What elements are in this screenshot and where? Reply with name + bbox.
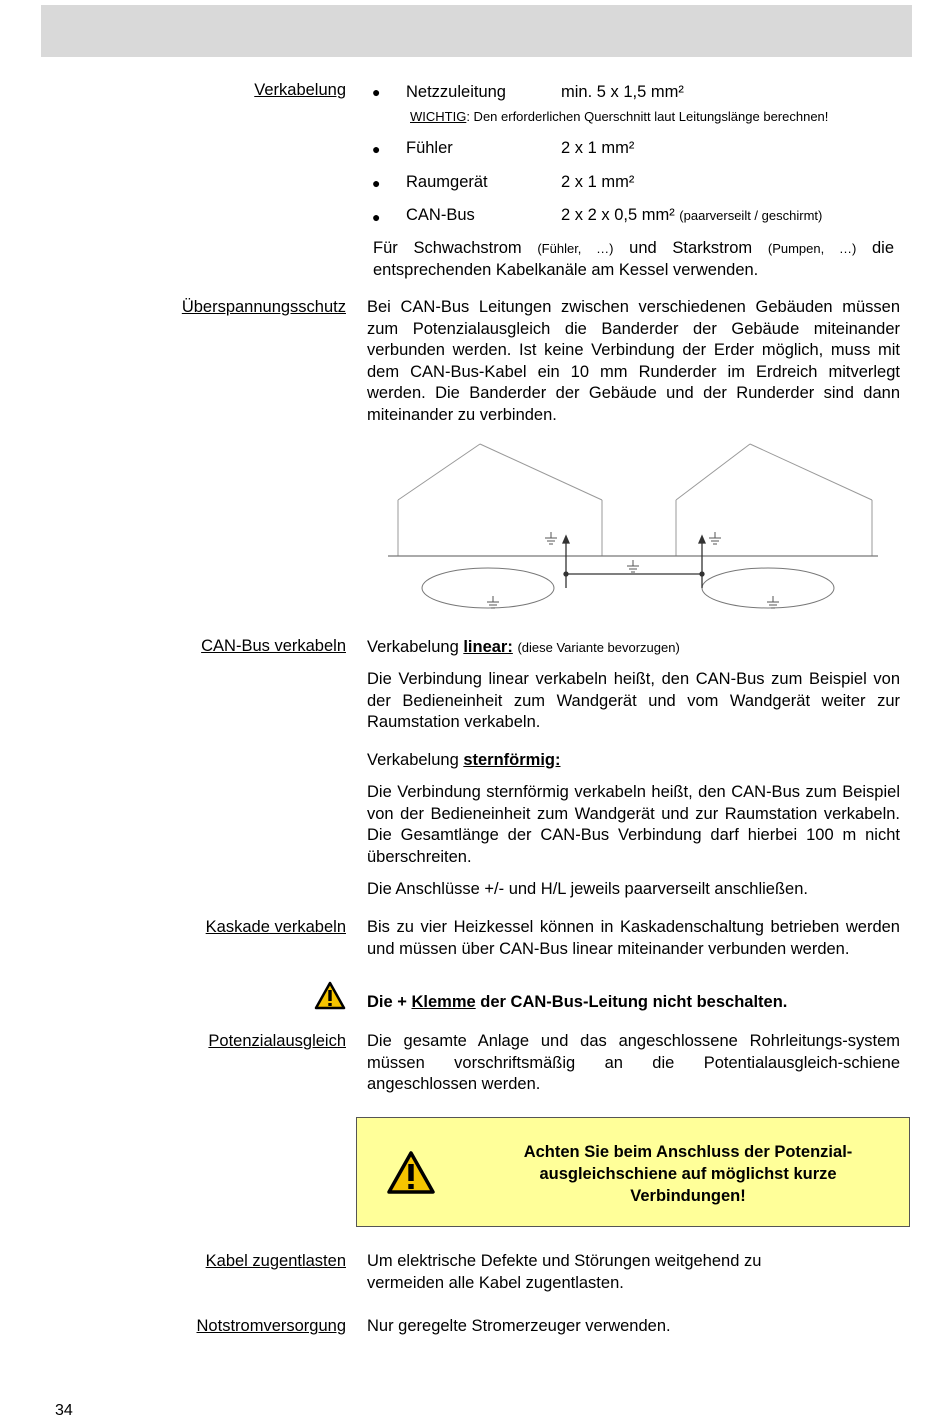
- item-name-netzzuleitung: Netzzuleitung: [406, 83, 506, 101]
- verkabelung-text: [373, 238, 894, 281]
- section-label-canbus: CAN-Bus verkabeln: [201, 637, 346, 655]
- text-starkstrom: und Starkstrom: [629, 239, 753, 257]
- section-label-potenzial: Potenzialausgleich: [208, 1032, 346, 1050]
- ground-symbol-5: [767, 596, 779, 608]
- item-value-raumgeraet: 2 x 1 mm²: [561, 173, 635, 191]
- arrow-left: [563, 536, 569, 543]
- warning-icon: [314, 981, 346, 1010]
- stern-paragraph: Die Verbindung sternförmig verkabeln heißt, den CAN-Bus zum Beispiel von der Bedieneinheit zum Wandgerät und zur Raumstation verkabeln. Die Gesamtlänge der CAN-Bus Verbindung darf hierbei 100 m nicht überschreiten.: [367, 783, 900, 866]
- text-fuehler-note: (Fühler, …): [537, 241, 614, 256]
- canbus-stern-heading: [367, 750, 900, 772]
- anschluss-paragraph: Die Anschlüsse +/- und H/L jeweils paarverseilt anschließen.: [367, 880, 808, 898]
- canbus-value: 2 x 2 x 0,5 mm²: [561, 206, 675, 224]
- section-label-verkabelung: Verkabelung: [254, 81, 346, 99]
- linear-note: (diese Variante bevorzugen): [517, 640, 680, 655]
- section-label-kaskade: Kaskade verkabeln: [205, 918, 346, 936]
- bullet-dot: ●: [372, 209, 381, 225]
- bullet-dot: ●: [372, 141, 381, 157]
- warn-prefix: Die +: [367, 993, 412, 1011]
- roof-right-a: [676, 444, 750, 500]
- stern-word: sternförmig:: [463, 751, 561, 769]
- section-label-notstrom: Notstromversorgung: [196, 1317, 346, 1335]
- wichtig-note: [410, 109, 828, 124]
- linear-prefix: Verkabelung: [367, 638, 464, 656]
- ground-symbol-2: [709, 532, 721, 544]
- arrow-right: [699, 536, 705, 543]
- page-number: 34: [55, 1402, 73, 1419]
- ground-symbol-1: [545, 532, 557, 544]
- zugentlasten-text: [367, 1251, 827, 1294]
- warning-icon: [386, 1150, 436, 1195]
- text-kabelkanaele: die entsprechenden Kabelkanäle am Kessel verwenden.: [373, 239, 895, 279]
- ueberspannung-text: [367, 297, 900, 426]
- text-pumpen-note: (Pumpen, …): [767, 241, 857, 256]
- roof-left-b: [480, 444, 602, 500]
- wichtig-label: WICHTIG: [410, 109, 467, 124]
- grounding-diagram: [380, 438, 890, 618]
- notstrom-text: [367, 1316, 900, 1338]
- ground-symbol-3: [627, 560, 639, 572]
- wichtig-text: : Den erforderlichen Querschnitt laut Leitungslänge berechnen!: [466, 109, 829, 124]
- kaskade-text: [367, 917, 900, 960]
- text-schwachstrom: Für Schwachstrom: [373, 239, 522, 257]
- notstrom-paragraph: Nur geregelte Stromerzeuger verwenden.: [367, 1317, 671, 1335]
- item-value-netzzuleitung: min. 5 x 1,5 mm²: [561, 83, 684, 101]
- canbus-linear-text: [367, 669, 900, 734]
- kaskade-warning: [367, 992, 900, 1014]
- warning-box: [356, 1117, 910, 1227]
- roof-right-b: [750, 444, 872, 500]
- bullet-dot: ●: [372, 84, 381, 100]
- section-label-ueberspannung: Überspannungsschutz: [181, 298, 346, 316]
- bullet-dot: ●: [372, 175, 381, 191]
- linear-paragraph: Die Verbindung linear verkabeln heißt, den CAN-Bus zum Beispiel von der Bedieneinheit zum Wandgerät und vom Wandgerät weiter zur Raumstation verkabeln.: [367, 670, 900, 731]
- junction-left: [564, 572, 568, 576]
- potenzial-text: [367, 1031, 900, 1096]
- potenzial-paragraph: Die gesamte Anlage und das angeschlossene Rohrleitungs-system müssen vorschriftsmäßig an die Potentialausgleich-schiene angeschlossen werden.: [367, 1032, 900, 1093]
- junction-right: [700, 572, 704, 576]
- canbus-anschluss-text: [367, 879, 900, 901]
- section-label-zugentlasten: Kabel zugentlasten: [205, 1252, 346, 1270]
- item-value-canbus: [561, 206, 822, 225]
- warn-word: Klemme: [411, 993, 476, 1011]
- kaskade-paragraph: Bis zu vier Heizkessel können in Kaskadenschaltung betrieben werden und müssen über CAN-Bus linear miteinander verbunden werden.: [367, 918, 900, 958]
- linear-word: linear:: [463, 638, 513, 656]
- canbus-note: (paarverseilt / geschirmt): [679, 208, 823, 223]
- canbus-stern-text: [367, 782, 900, 868]
- item-name-fuehler: Fühler: [406, 139, 453, 157]
- header-bar: [41, 5, 912, 57]
- canbus-linear-heading: [367, 637, 900, 659]
- item-name-raumgeraet: Raumgerät: [406, 173, 488, 191]
- ground-symbol-4: [487, 596, 499, 608]
- warn-suffix: der CAN-Bus-Leitung nicht beschalten.: [475, 993, 788, 1011]
- zugentlasten-paragraph: Um elektrische Defekte und Störungen weitgehend zu vermeiden alle Kabel zugentlasten.: [367, 1252, 762, 1292]
- roof-left-a: [398, 444, 480, 500]
- item-name-canbus: CAN-Bus: [406, 206, 475, 224]
- item-value-fuehler: 2 x 1 mm²: [561, 139, 635, 157]
- ueberspannung-paragraph: Bei CAN-Bus Leitungen zwischen verschiedenen Gebäuden müssen zum Potenzialausgleich die Banderder der Gebäude miteinander verbunden werden. Ist keine Verbindung der Erder möglich, muss mit dem CAN-Bus-Kabel ein 10 mm Runderder im Erdreich mitverlegt werden. Die Banderder der Gebäude und der Runderder sind dann miteinander zu verbinden.: [367, 298, 900, 424]
- stern-prefix: Verkabelung: [367, 751, 464, 769]
- warning-box-text: Achten Sie beim Anschluss der Potenzial-ausgleichschiene auf möglichst kurze Verbindungen!: [523, 1143, 853, 1205]
